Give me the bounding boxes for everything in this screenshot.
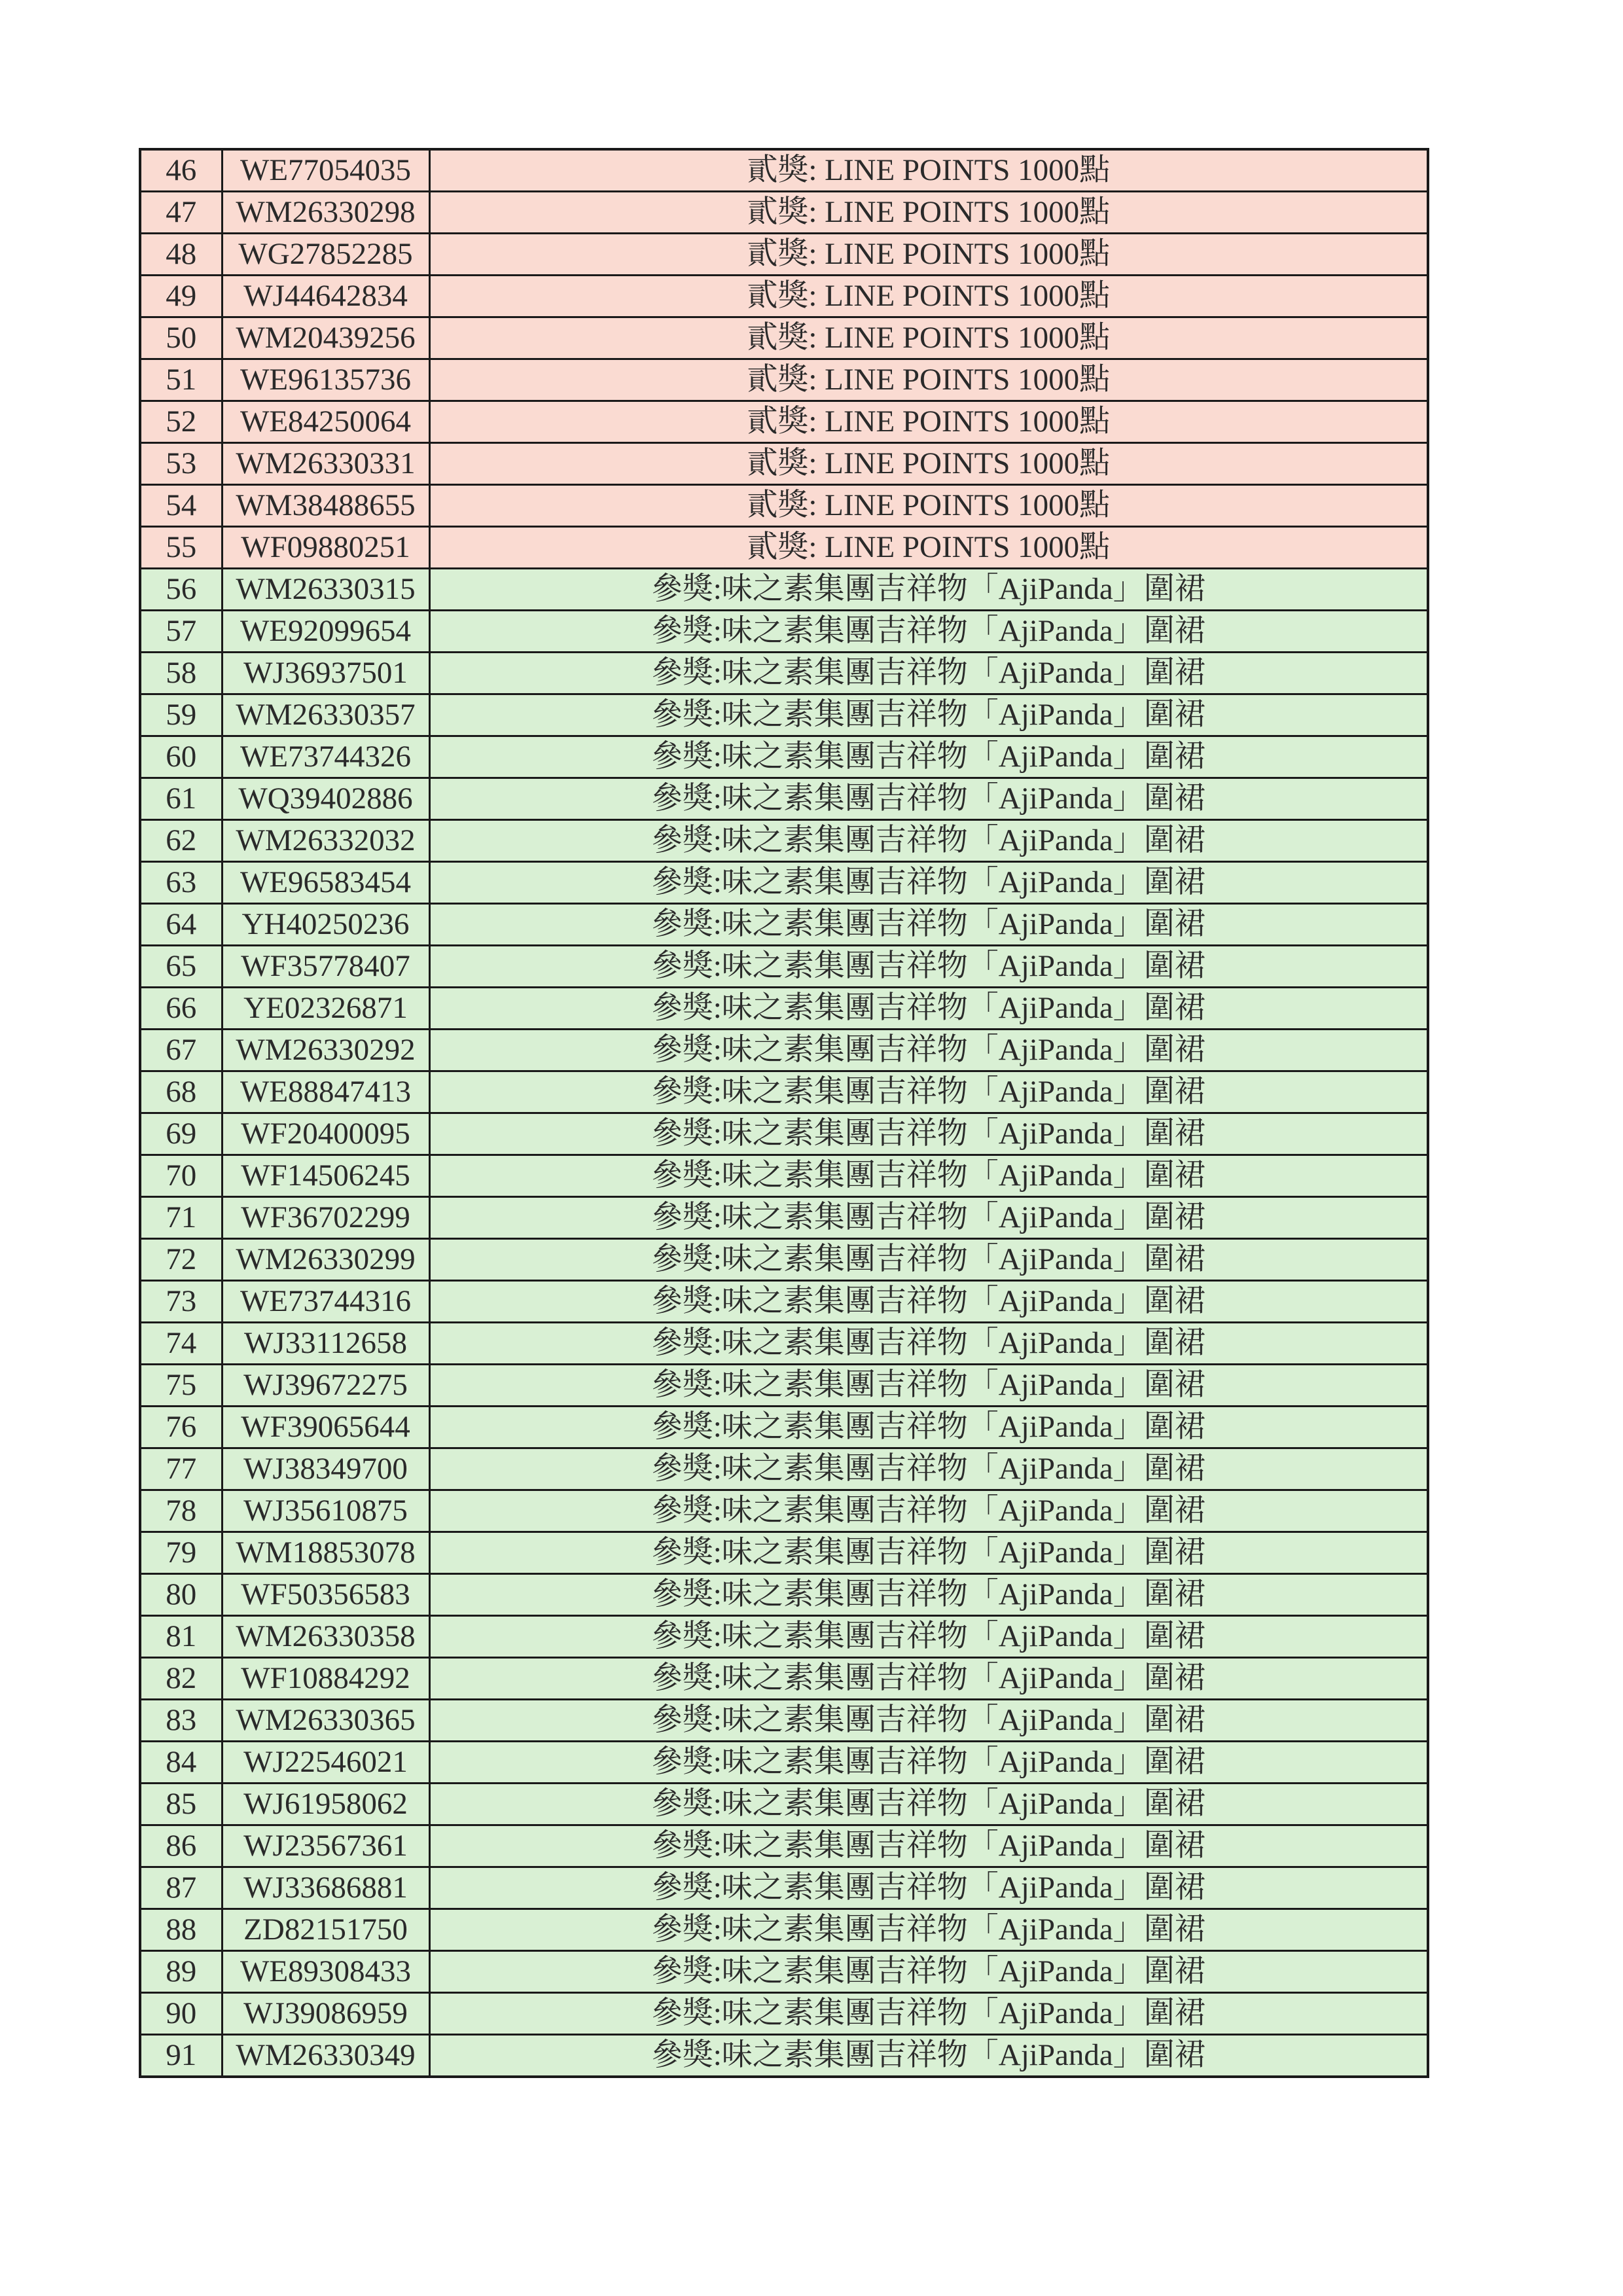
row-number-cell: 90 [140, 1993, 222, 2035]
table-row [140, 149, 1428, 192]
table-row [140, 485, 1428, 527]
winner-code-cell: WJ22546021 [222, 1742, 429, 1784]
row-number-cell: 75 [140, 1365, 222, 1407]
row-number-cell: 46 [140, 149, 222, 192]
row-number-cell: 83 [140, 1700, 222, 1742]
table-row [140, 1784, 1428, 1825]
prize-cell: 貳獎: LINE POINTS 1000點 [429, 443, 1428, 485]
winner-code-cell: WE84250064 [222, 401, 429, 443]
row-number-cell: 56 [140, 569, 222, 611]
prize-cell: 貳獎: LINE POINTS 1000點 [429, 234, 1428, 276]
table-row [140, 234, 1428, 276]
prize-cell: 參獎:味之素集團吉祥物「AjiPanda」圍裙 [429, 611, 1428, 653]
table-row [140, 569, 1428, 611]
prize-cell: 參獎:味之素集團吉祥物「AjiPanda」圍裙 [429, 988, 1428, 1030]
prize-cell: 參獎:味之素集團吉祥物「AjiPanda」圍裙 [429, 1239, 1428, 1281]
winner-list-body [140, 149, 1428, 2077]
winner-code-cell: WJ39086959 [222, 1993, 429, 2035]
row-number-cell: 63 [140, 862, 222, 904]
winner-code-cell: WM26330299 [222, 1239, 429, 1281]
prize-cell: 參獎:味之素集團吉祥物「AjiPanda」圍裙 [429, 1909, 1428, 1951]
row-number-cell: 52 [140, 401, 222, 443]
table-row [140, 1197, 1428, 1239]
table-row [140, 1071, 1428, 1113]
winner-code-cell: WJ33112658 [222, 1323, 429, 1365]
row-number-cell: 88 [140, 1909, 222, 1951]
prize-cell: 參獎:味之素集團吉祥物「AjiPanda」圍裙 [429, 1993, 1428, 2035]
winner-code-cell: WE88847413 [222, 1071, 429, 1113]
winner-code-cell: WM38488655 [222, 485, 429, 527]
winner-code-cell: WM26330358 [222, 1616, 429, 1658]
winner-code-cell: WM20439256 [222, 317, 429, 359]
table-row [140, 1825, 1428, 1867]
row-number-cell: 57 [140, 611, 222, 653]
winner-code-cell: WM26330357 [222, 694, 429, 736]
winner-code-cell: WJ35610875 [222, 1490, 429, 1532]
row-number-cell: 86 [140, 1825, 222, 1867]
row-number-cell: 68 [140, 1071, 222, 1113]
winner-code-cell: WJ38349700 [222, 1448, 429, 1490]
winner-code-cell: YH40250236 [222, 904, 429, 946]
table-row [140, 192, 1428, 234]
row-number-cell: 49 [140, 276, 222, 317]
row-number-cell: 76 [140, 1407, 222, 1448]
row-number-cell: 48 [140, 234, 222, 276]
prize-cell: 參獎:味之素集團吉祥物「AjiPanda」圍裙 [429, 1323, 1428, 1365]
prize-cell: 貳獎: LINE POINTS 1000點 [429, 276, 1428, 317]
table-row [140, 317, 1428, 359]
row-number-cell: 58 [140, 653, 222, 694]
winner-code-cell: WF50356583 [222, 1574, 429, 1616]
table-row [140, 736, 1428, 778]
prize-cell: 參獎:味之素集團吉祥物「AjiPanda」圍裙 [429, 1616, 1428, 1658]
prize-cell: 參獎:味之素集團吉祥物「AjiPanda」圍裙 [429, 1281, 1428, 1323]
winner-code-cell: WF36702299 [222, 1197, 429, 1239]
table-row [140, 1574, 1428, 1616]
winner-code-cell: WF20400095 [222, 1113, 429, 1155]
winner-code-cell: WM26332032 [222, 820, 429, 862]
winner-code-cell: WE77054035 [222, 149, 429, 192]
winner-code-cell: WM26330349 [222, 2035, 429, 2077]
prize-cell: 參獎:味之素集團吉祥物「AjiPanda」圍裙 [429, 653, 1428, 694]
prize-cell: 參獎:味之素集團吉祥物「AjiPanda」圍裙 [429, 946, 1428, 988]
prize-cell: 貳獎: LINE POINTS 1000點 [429, 192, 1428, 234]
prize-cell: 參獎:味之素集團吉祥物「AjiPanda」圍裙 [429, 820, 1428, 862]
table-row [140, 1281, 1428, 1323]
table-row [140, 443, 1428, 485]
prize-cell: 參獎:味之素集團吉祥物「AjiPanda」圍裙 [429, 904, 1428, 946]
table-row [140, 1951, 1428, 1993]
table-row [140, 1407, 1428, 1448]
table-row [140, 2035, 1428, 2077]
table-row [140, 1113, 1428, 1155]
prize-cell: 參獎:味之素集團吉祥物「AjiPanda」圍裙 [429, 1700, 1428, 1742]
winner-code-cell: WF39065644 [222, 1407, 429, 1448]
winner-code-cell: WE92099654 [222, 611, 429, 653]
winner-code-cell: WF35778407 [222, 946, 429, 988]
prize-cell: 參獎:味之素集團吉祥物「AjiPanda」圍裙 [429, 1071, 1428, 1113]
prize-cell: 參獎:味之素集團吉祥物「AjiPanda」圍裙 [429, 736, 1428, 778]
row-number-cell: 64 [140, 904, 222, 946]
table-row [140, 611, 1428, 653]
winner-code-cell: WM26330292 [222, 1030, 429, 1071]
winner-code-cell: WJ36937501 [222, 653, 429, 694]
table-row [140, 1909, 1428, 1951]
table-row [140, 988, 1428, 1030]
table-row [140, 653, 1428, 694]
table-row [140, 1239, 1428, 1281]
row-number-cell: 65 [140, 946, 222, 988]
prize-cell: 貳獎: LINE POINTS 1000點 [429, 485, 1428, 527]
row-number-cell: 78 [140, 1490, 222, 1532]
table-row [140, 1700, 1428, 1742]
table-row [140, 820, 1428, 862]
row-number-cell: 72 [140, 1239, 222, 1281]
prize-cell: 參獎:味之素集團吉祥物「AjiPanda」圍裙 [429, 1742, 1428, 1784]
winner-code-cell: WE96583454 [222, 862, 429, 904]
table-row [140, 1155, 1428, 1197]
table-row [140, 1490, 1428, 1532]
table-row [140, 862, 1428, 904]
row-number-cell: 70 [140, 1155, 222, 1197]
row-number-cell: 67 [140, 1030, 222, 1071]
prize-cell: 參獎:味之素集團吉祥物「AjiPanda」圍裙 [429, 1951, 1428, 1993]
prize-cell: 參獎:味之素集團吉祥物「AjiPanda」圍裙 [429, 694, 1428, 736]
row-number-cell: 85 [140, 1784, 222, 1825]
table-row [140, 1867, 1428, 1909]
row-number-cell: 47 [140, 192, 222, 234]
row-number-cell: 87 [140, 1867, 222, 1909]
row-number-cell: 62 [140, 820, 222, 862]
prize-cell: 貳獎: LINE POINTS 1000點 [429, 317, 1428, 359]
table-row [140, 778, 1428, 820]
table-row [140, 276, 1428, 317]
winner-code-cell: WM18853078 [222, 1532, 429, 1574]
winner-code-cell: WE73744316 [222, 1281, 429, 1323]
row-number-cell: 51 [140, 359, 222, 401]
prize-cell: 貳獎: LINE POINTS 1000點 [429, 401, 1428, 443]
row-number-cell: 71 [140, 1197, 222, 1239]
prize-cell: 參獎:味之素集團吉祥物「AjiPanda」圍裙 [429, 1365, 1428, 1407]
winner-code-cell: WM26330315 [222, 569, 429, 611]
row-number-cell: 55 [140, 527, 222, 569]
prize-cell: 參獎:味之素集團吉祥物「AjiPanda」圍裙 [429, 1113, 1428, 1155]
table-row [140, 1742, 1428, 1784]
row-number-cell: 54 [140, 485, 222, 527]
winner-code-cell: WJ44642834 [222, 276, 429, 317]
winner-code-cell: WE73744326 [222, 736, 429, 778]
winner-code-cell: WF10884292 [222, 1658, 429, 1700]
row-number-cell: 81 [140, 1616, 222, 1658]
table-row [140, 1658, 1428, 1700]
table-row [140, 1616, 1428, 1658]
table-row [140, 946, 1428, 988]
winner-code-cell: WM26330365 [222, 1700, 429, 1742]
row-number-cell: 61 [140, 778, 222, 820]
winner-code-cell: WJ61958062 [222, 1784, 429, 1825]
row-number-cell: 91 [140, 2035, 222, 2077]
prize-cell: 參獎:味之素集團吉祥物「AjiPanda」圍裙 [429, 1197, 1428, 1239]
winner-code-cell: WF14506245 [222, 1155, 429, 1197]
row-number-cell: 60 [140, 736, 222, 778]
prize-cell: 參獎:味之素集團吉祥物「AjiPanda」圍裙 [429, 1407, 1428, 1448]
row-number-cell: 74 [140, 1323, 222, 1365]
winner-code-cell: WQ39402886 [222, 778, 429, 820]
prize-cell: 貳獎: LINE POINTS 1000點 [429, 359, 1428, 401]
table-row [140, 1030, 1428, 1071]
table-row [140, 1993, 1428, 2035]
winner-code-cell: ZD82151750 [222, 1909, 429, 1951]
row-number-cell: 82 [140, 1658, 222, 1700]
row-number-cell: 50 [140, 317, 222, 359]
winner-list-table [139, 148, 1429, 2078]
table-row [140, 1532, 1428, 1574]
prize-cell: 參獎:味之素集團吉祥物「AjiPanda」圍裙 [429, 778, 1428, 820]
winner-code-cell: WJ33686881 [222, 1867, 429, 1909]
winner-code-cell: YE02326871 [222, 988, 429, 1030]
row-number-cell: 79 [140, 1532, 222, 1574]
table-row [140, 1365, 1428, 1407]
table-row [140, 904, 1428, 946]
prize-cell: 參獎:味之素集團吉祥物「AjiPanda」圍裙 [429, 569, 1428, 611]
row-number-cell: 69 [140, 1113, 222, 1155]
prize-cell: 參獎:味之素集團吉祥物「AjiPanda」圍裙 [429, 1490, 1428, 1532]
row-number-cell: 80 [140, 1574, 222, 1616]
prize-cell: 參獎:味之素集團吉祥物「AjiPanda」圍裙 [429, 1030, 1428, 1071]
row-number-cell: 59 [140, 694, 222, 736]
table-row [140, 1323, 1428, 1365]
winner-code-cell: WG27852285 [222, 234, 429, 276]
winner-code-cell: WJ23567361 [222, 1825, 429, 1867]
row-number-cell: 53 [140, 443, 222, 485]
table-row [140, 1448, 1428, 1490]
winner-code-cell: WJ39672275 [222, 1365, 429, 1407]
row-number-cell: 77 [140, 1448, 222, 1490]
row-number-cell: 84 [140, 1742, 222, 1784]
prize-cell: 參獎:味之素集團吉祥物「AjiPanda」圍裙 [429, 1532, 1428, 1574]
row-number-cell: 73 [140, 1281, 222, 1323]
prize-cell: 參獎:味之素集團吉祥物「AjiPanda」圍裙 [429, 2035, 1428, 2077]
table-row [140, 401, 1428, 443]
prize-cell: 參獎:味之素集團吉祥物「AjiPanda」圍裙 [429, 1825, 1428, 1867]
winner-code-cell: WF09880251 [222, 527, 429, 569]
table-row [140, 359, 1428, 401]
prize-cell: 參獎:味之素集團吉祥物「AjiPanda」圍裙 [429, 1867, 1428, 1909]
prize-cell: 參獎:味之素集團吉祥物「AjiPanda」圍裙 [429, 1574, 1428, 1616]
prize-cell: 參獎:味之素集團吉祥物「AjiPanda」圍裙 [429, 1448, 1428, 1490]
table-row [140, 527, 1428, 569]
prize-cell: 參獎:味之素集團吉祥物「AjiPanda」圍裙 [429, 1784, 1428, 1825]
prize-cell: 參獎:味之素集團吉祥物「AjiPanda」圍裙 [429, 1155, 1428, 1197]
winner-code-cell: WM26330331 [222, 443, 429, 485]
prize-cell: 參獎:味之素集團吉祥物「AjiPanda」圍裙 [429, 862, 1428, 904]
row-number-cell: 89 [140, 1951, 222, 1993]
table-row [140, 694, 1428, 736]
winner-code-cell: WM26330298 [222, 192, 429, 234]
prize-cell: 貳獎: LINE POINTS 1000點 [429, 149, 1428, 192]
row-number-cell: 66 [140, 988, 222, 1030]
winner-code-cell: WE89308433 [222, 1951, 429, 1993]
prize-cell: 參獎:味之素集團吉祥物「AjiPanda」圍裙 [429, 1658, 1428, 1700]
prize-cell: 貳獎: LINE POINTS 1000點 [429, 527, 1428, 569]
winner-code-cell: WE96135736 [222, 359, 429, 401]
